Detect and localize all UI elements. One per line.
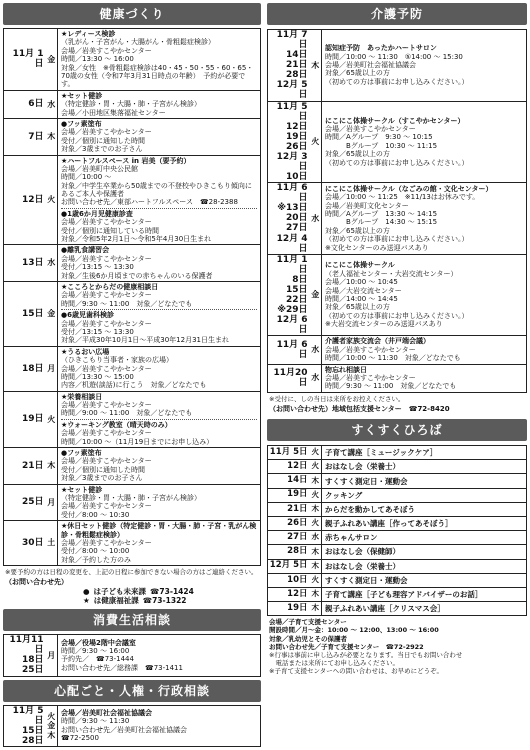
sukusuku-weekday: 火	[310, 488, 322, 502]
kenkou-details	[58, 281, 261, 346]
sukusuku-event: 親子ふれあい講座［クリスマス会］	[322, 602, 527, 616]
kaigo-date: 11月 7日 14日 21日 28日 12月 5日	[268, 30, 310, 102]
kenkou-date: 11月 1日	[4, 29, 46, 91]
kenkou-detail-line: 時間／13:30 ～ 15:00	[61, 372, 134, 381]
kenkou-weekday: 木	[46, 118, 58, 155]
kenkou-detail-line: 対象／3歳までのお子さん	[61, 474, 143, 483]
shinpai-weekday: 火 金 木	[46, 705, 58, 746]
kenkou-detail-line: 会場／岩美すこやかセンター	[61, 457, 152, 466]
kenkou-detail-line: 会場／岩美すこやかセンター	[61, 401, 152, 410]
sukusuku-date: 19日	[268, 488, 310, 502]
kaigo-details	[322, 101, 527, 183]
kenkou-weekday: 水	[46, 90, 58, 118]
kenkou-detail-line: 受付／個別に通知した時間	[61, 465, 145, 474]
kaigo-details	[322, 30, 527, 102]
kaigo-detail-line: （初めての方は事前にお申し込みください。）	[325, 311, 469, 320]
kenkou-detail-line: （ひきこもり当事者・家族の広場）	[61, 356, 173, 365]
kaigo-detail-line: 会場／岩美すこやかセンター	[325, 373, 416, 382]
shohi-event-title: 会場／役場2階中会議室	[61, 638, 136, 647]
sukusuku-info-line: 電話または来所にてお申し込みください。	[269, 658, 399, 667]
sukusuku-weekday: 火	[310, 446, 322, 460]
kaigo-detail-line: 対象／65歳以上の方	[325, 69, 390, 78]
shinpai-detail-line: お問い合わせ先／岩美町社会福祉協議会	[61, 725, 187, 734]
kaigo-detail-line: 会場／10:00 ～ 10:45	[325, 278, 398, 287]
sukusuku-row	[268, 545, 527, 559]
kenkou-weekday: 木	[46, 448, 58, 485]
kenkou-event-title: ★栄養相談日	[61, 392, 103, 401]
kenkou-date: 12日	[4, 155, 46, 245]
shohi-date: 11月11日 18日 25日	[4, 635, 46, 676]
kenkou-date: 19日	[4, 391, 46, 447]
contact-name: は健康福祉課	[93, 596, 139, 606]
kenkou-details	[58, 391, 261, 447]
kenkou-detail-line: 会場／岩美町中央公民館	[61, 164, 138, 173]
kaigo-event-title: にこにこ体操サークル（すこやかセンター）	[325, 116, 465, 125]
kaigo-weekday: 水	[310, 336, 322, 364]
kaigo-detail-line: 対象／65歳以上の方	[325, 303, 390, 312]
shohi-detail-line: 時間／9:30 ～ 16:00	[61, 647, 130, 656]
kenkou-date: 30日	[4, 521, 46, 566]
sukusuku-info-line: 開設時間／月～金：10:00 ～ 12:00、13:00 ～ 16:00	[269, 626, 439, 635]
sukusuku-date: 14日	[268, 474, 310, 488]
sukusuku-date: 26日	[268, 517, 310, 531]
kaigo-weekday: 金	[310, 254, 322, 336]
sukusuku-event: おはなし会（栄養士）	[322, 559, 527, 573]
kaigo-event-title: にこにこ体操サークル（なごみの館・文化センター）	[325, 184, 493, 193]
shohi-details	[58, 635, 261, 676]
kaigo-table	[267, 29, 527, 393]
kenkou-row	[4, 90, 261, 118]
kenkou-detail-line: 受付／個別に通知している時間	[61, 226, 159, 235]
shohi-detail-line: 予約先／ ☎73-1444	[61, 655, 134, 664]
kenkou-row	[4, 155, 261, 245]
contact-tel: ☎73-1424	[150, 587, 194, 597]
section-header-kenkou: 健康づくり	[3, 3, 261, 25]
kenkou-details	[58, 484, 261, 521]
kenkou-details	[58, 521, 261, 566]
kaigo-detail-line: ※大岩交流センターのみ送迎バスあり	[325, 320, 443, 329]
sukusuku-row	[268, 517, 527, 531]
kenkou-detail-line: （特定健診・胃・大腸・肺・子宮がん検診）	[61, 100, 201, 109]
kenkou-table	[3, 28, 261, 566]
shinpai-table	[3, 705, 261, 747]
sukusuku-table	[267, 445, 527, 616]
shinpai-detail-line: ☎72-2500	[61, 734, 99, 743]
kaigo-detail-line: 会場／岩美町社会福祉協議会	[325, 61, 416, 70]
kenkou-row	[4, 521, 261, 566]
kenkou-note: ※要予約の方は日程の変更を、上記の日程に参加できない場合の方はご連絡ください。	[5, 568, 258, 577]
sukusuku-row	[268, 602, 527, 616]
sukusuku-row	[268, 474, 527, 488]
kaigo-details	[322, 254, 527, 336]
kaigo-detail-line: 会場／岩美町文化センター	[325, 201, 409, 210]
contact-mark: ★	[83, 596, 90, 606]
sukusuku-event: すくすく測定日・運動会	[322, 573, 527, 587]
kenkou-date: 15日	[4, 281, 46, 346]
sukusuku-info-line: ※子育て支援センターへの問い合わせは、お早めにどうぞ。	[269, 667, 444, 676]
contact-mark: ●	[83, 587, 90, 597]
kenkou-detail-line: 会場／岩美すこやかセンター	[61, 291, 152, 300]
kaigo-detail-line: （初めての方は事前にお申し込みください。）	[325, 158, 469, 167]
kenkou-weekday: 月	[46, 484, 58, 521]
kaigo-details	[322, 336, 527, 364]
kenkou-detail-line: 時間／9:00 ～ 11:00 対象／どなたでも	[61, 409, 193, 418]
kaigo-detail-line: （老人福祉センター・大岩交流センター）	[325, 269, 458, 278]
kenkou-detail-line: 時間／10:00 ～（11月19日までにお申し込み）	[61, 437, 214, 446]
kenkou-row	[4, 245, 261, 282]
sukusuku-info	[267, 616, 527, 677]
sukusuku-row	[268, 559, 527, 573]
kaigo-detail-line: 時間／Aグループ 9:30 ～ 10:15	[325, 133, 433, 142]
kenkou-detail-line: 時間／9:30 ～ 11:00 対象／どなたでも	[61, 299, 193, 308]
kenkou-row	[4, 118, 261, 155]
kenkou-detail-line: 対象／平成30年10月1日～平成30年12月31日生まれ	[61, 336, 229, 345]
sukusuku-date: 19日	[268, 602, 310, 616]
kaigo-date: 11月20日	[268, 364, 310, 392]
sukusuku-row	[268, 446, 527, 460]
sukusuku-weekday: 火	[310, 460, 322, 474]
kenkou-date: 25日	[4, 484, 46, 521]
kenkou-detail-line: お問い合わせ先／東部ハートフルスペース ☎28-2388	[61, 198, 238, 207]
shinpai-row	[4, 705, 261, 746]
sukusuku-event: クッキング	[322, 488, 527, 502]
sukusuku-row	[268, 587, 527, 601]
kaigo-detail-line: 時間／Aグループ 13:30 ～ 14:15	[325, 210, 438, 219]
kaigo-detail-line: 会場／岩美すこやかセンター	[325, 125, 416, 134]
kenkou-details	[58, 118, 261, 155]
sukusuku-weekday: 木	[310, 502, 322, 516]
kenkou-detail-line: 会場／岩美すこやかセンター	[61, 218, 152, 227]
section-header-kaigo: 介護予防	[267, 3, 527, 25]
shinpai-details	[58, 705, 261, 746]
kaigo-detail-line: 時間／14:00 ～ 14:45	[325, 295, 398, 304]
kenkou-event-title: ●1歳6か月児健康診査	[61, 208, 257, 218]
kenkou-row	[4, 29, 261, 91]
kaigo-date: 11月 6日 ※13日 20日 27日 12月 4日	[268, 183, 310, 255]
kaigo-detail-line: 対象／65歳以上の方	[325, 150, 390, 159]
kenkou-event-title: ★うるおい広場	[61, 347, 110, 356]
kaigo-date: 11月 1日 8日 15日 22日 ※29日 12月 6日	[268, 254, 310, 336]
kenkou-weekday: 月	[46, 346, 58, 391]
shinpai-detail-line: 時間／9:30 ～ 11:30	[61, 717, 130, 726]
contact-name: は子ども未来課	[93, 587, 147, 597]
kenkou-contact-label: （お問い合わせ先）	[5, 578, 68, 587]
kaigo-event-title: にこにこ体操サークル	[325, 261, 395, 270]
kenkou-event-title: ●離乳食講習会	[61, 246, 110, 255]
kenkou-detail-line: 受付／13:15 ～ 13:30	[61, 327, 134, 336]
kenkou-weekday: 金	[46, 29, 58, 91]
kaigo-row	[268, 254, 527, 336]
kenkou-date: 6日	[4, 90, 46, 118]
kaigo-date: 11月 6日	[268, 336, 310, 364]
kaigo-contact: （お問い合わせ先）地域包括支援センター ☎72-8420	[269, 404, 450, 413]
kenkou-row	[4, 391, 261, 447]
kenkou-row	[4, 448, 261, 485]
sukusuku-row	[268, 531, 527, 545]
kaigo-detail-line: 時間／10:00 ～ 11:30 対象／どなたでも	[325, 354, 461, 363]
kaigo-detail-line: 時間／9:30 ～ 11:00 対象／どなたでも	[325, 382, 457, 391]
section-header-sukusuku: すくすくひろば	[267, 419, 527, 441]
sukusuku-event: すくすく測定日・運動会	[322, 474, 527, 488]
kenkou-details	[58, 90, 261, 118]
kenkou-detail-line: 会場／岩美すこやかセンター	[61, 128, 152, 137]
sukusuku-info-line: ※行事は事前に申し込みが必要となります。当日でもお問い合わせ	[269, 650, 463, 659]
shohi-row	[4, 635, 261, 676]
kenkou-date: 21日	[4, 448, 46, 485]
kenkou-detail-line: 対象／中学生卒業から50歳までの不登校やひきこもり傾向にあるご本人や保護者	[61, 181, 252, 199]
section-header-shinpai: 心配ごと・人権・行政相談	[3, 680, 261, 702]
kaigo-note: ※受付に、しの当日は来所をお控えください。	[269, 394, 405, 403]
kaigo-detail-line: 会場／10:00 ～ 11:25 ※11/13はお休みです。	[325, 193, 480, 202]
kaigo-event-title: 介護者家族交流会（井戸端会議）	[325, 337, 430, 346]
kenkou-event-title: ●フッ素塗布	[61, 449, 102, 458]
sukusuku-date: 12日	[268, 460, 310, 474]
kenkou-event-title: ●6歳児歯科検診	[61, 309, 257, 319]
kenkou-details	[58, 448, 261, 485]
kenkou-detail-line: 対象／予約した方のみ	[61, 555, 131, 564]
left-column	[3, 3, 261, 747]
kenkou-row	[4, 484, 261, 521]
sukusuku-date: 21日	[268, 502, 310, 516]
section-header-shohi: 消費生活相談	[3, 609, 261, 631]
sukusuku-info-line: 会場／子育て支援センター	[269, 618, 347, 627]
kenkou-detail-line: 対象／女性 ※骨粗鬆症検診は40・45・50・55・60・65・70歳の女性（令和7年3月31日時点の年齢） 予約が必要です。	[61, 63, 254, 89]
sukusuku-row	[268, 488, 527, 502]
kenkou-detail-line: 会場／岩美すこやかセンター	[61, 364, 152, 373]
kaigo-detail-line: 対象／65歳以上の方	[325, 226, 390, 235]
kenkou-detail-line: 会場／岩美すこやかセンター	[61, 319, 152, 328]
kaigo-row	[268, 336, 527, 364]
kenkou-detail-line: （特定健診・胃・大腸・肺・子宮がん検診）	[61, 493, 201, 502]
kaigo-event-title: 認知症予防 あったかハートサロン	[325, 44, 437, 53]
kenkou-event-title: ●フッ素塗布	[61, 119, 102, 128]
sukusuku-info-line: 対象／乳幼児とその保護者	[269, 634, 347, 643]
kenkou-detail-line: 対象／生後6か月頃までの赤ちゃんのいる保護者	[61, 271, 213, 280]
sukusuku-event: 赤ちゃんサロン	[322, 531, 527, 545]
shinpai-date: 11月 5日 15日 28日	[4, 705, 46, 746]
shohi-detail-line: お問い合わせ先／総務課 ☎73-1411	[61, 663, 183, 672]
kenkou-detail-line: 対象／3歳までのお子さん	[61, 145, 143, 154]
kenkou-event-title: ★ハートフルスペース in 岩美（要予約）	[61, 156, 191, 165]
kenkou-event-title: ★ウォーキング教室（晴天時のみ）	[61, 419, 257, 429]
kaigo-detail-line: Bグループ 10:30 ～ 11:15	[325, 141, 438, 150]
right-column	[267, 3, 527, 747]
kenkou-contact-row	[3, 597, 261, 606]
kaigo-detail-line: 会場／岩美すこやかセンター	[325, 345, 416, 354]
contact-tel: ☎73-1322	[142, 596, 187, 606]
kenkou-date: 7日	[4, 118, 46, 155]
kenkou-event-title: ★セット健診	[61, 485, 103, 494]
sukusuku-date: 11月 5日	[268, 446, 310, 460]
kenkou-detail-line: 会場／岩美すこやかセンター	[61, 429, 152, 438]
kenkou-detail-line: 対象／令和5年2月1日～令和5年4月30日生まれ	[61, 235, 212, 244]
kaigo-detail-line: （初めての方は事前にお申し込みください。）	[325, 235, 469, 244]
kenkou-weekday: 水	[46, 245, 58, 282]
sukusuku-weekday: 水	[310, 531, 322, 545]
kenkou-detail-line: 会場／小田地区集落福祉センター	[61, 108, 166, 117]
sukusuku-event: おはなし会（保健師）	[322, 545, 527, 559]
sukusuku-weekday: 火	[310, 517, 322, 531]
kaigo-weekday: 火	[310, 101, 322, 183]
kenkou-date: 18日	[4, 346, 46, 391]
kaigo-weekday: 水	[310, 183, 322, 255]
kenkou-date: 13日	[4, 245, 46, 282]
kaigo-row	[268, 30, 527, 102]
sukusuku-event: 親子ふれあい講座［作ってあそぼう］	[322, 517, 527, 531]
kenkou-weekday: 火	[46, 391, 58, 447]
kenkou-event-title: ★セット健診	[61, 91, 103, 100]
sukusuku-event: 子育て講座［子ども理容アドバイザーのお話］	[322, 587, 527, 601]
kenkou-detail-line: 受付／13:15 ～ 13:30	[61, 263, 134, 272]
kenkou-detail-line: （乳がん・子宮がん・大腸がん・骨粗鬆症検診）	[61, 38, 215, 47]
kaigo-details	[322, 183, 527, 255]
kenkou-weekday: 火	[46, 155, 58, 245]
kaigo-row	[268, 101, 527, 183]
sukusuku-weekday: 木	[310, 587, 322, 601]
sukusuku-date: 10日	[268, 573, 310, 587]
sukusuku-event: からだを動かしてあそぼう	[322, 502, 527, 516]
kaigo-event-title: 物忘れ相談日	[325, 365, 367, 374]
kenkou-detail-line: 会場／岩美すこやかセンター	[61, 538, 152, 547]
sukusuku-weekday: 火	[310, 573, 322, 587]
kenkou-detail-line: 会場／岩美すこやかセンター	[61, 46, 152, 55]
shinpai-event-title: 会場／岩美町社会福祉協議会	[61, 709, 152, 718]
sukusuku-date: 12日	[268, 587, 310, 601]
kenkou-detail-line: 受付／8:00 ～ 10:30	[61, 510, 130, 519]
kaigo-detail-line: Bグループ 14:30 ～ 15:15	[325, 218, 438, 227]
kaigo-weekday: 木	[310, 30, 322, 102]
sukusuku-event: おはなし会（栄養士）	[322, 460, 527, 474]
kenkou-details	[58, 346, 261, 391]
kenkou-weekday: 金	[46, 281, 58, 346]
kaigo-row	[268, 183, 527, 255]
kaigo-detail-line: （初めての方は事前にお申し込みください。）	[325, 77, 469, 86]
kenkou-event-title: ★こころとからだの健康相談日	[61, 282, 159, 291]
sukusuku-weekday: 木	[310, 559, 322, 573]
kenkou-detail-line: 内容／机遊(談話)に行こう 対象／どなたでも	[61, 381, 207, 390]
sukusuku-event: 子育て講座［ミュージックケア］	[322, 446, 527, 460]
kenkou-details	[58, 155, 261, 245]
kaigo-detail-line: 時間／10:00 ～ 11:30 ⑤14:00 ～ 15:30	[325, 52, 463, 61]
sukusuku-date: 28日	[268, 545, 310, 559]
sukusuku-row	[268, 502, 527, 516]
kenkou-detail-line: 会場／岩美すこやかセンター	[61, 502, 152, 511]
kenkou-row	[4, 281, 261, 346]
kenkou-detail-line: 会場／岩美すこやかセンター	[61, 254, 152, 263]
sukusuku-row	[268, 460, 527, 474]
sukusuku-weekday: 木	[310, 602, 322, 616]
kaigo-detail-line: 会場／大岩交流センター	[325, 286, 402, 295]
kenkou-event-title: ★レディース検診	[61, 30, 116, 39]
kaigo-row	[268, 364, 527, 392]
kaigo-date: 11月 5日 12日 19日 26日 12月 3日 10日	[268, 101, 310, 183]
kaigo-detail-line: ※文化センターのみ送迎バスあり	[325, 243, 429, 252]
kenkou-detail-line: 時間／10:00 ～	[61, 173, 112, 182]
shohi-table	[3, 634, 261, 676]
kenkou-weekday: 土	[46, 521, 58, 566]
shohi-weekday: 月	[46, 635, 58, 676]
kenkou-detail-line: 受付／個別に通知した時間	[61, 136, 145, 145]
sukusuku-info-line: お問い合わせ先／子育て支援センター ☎72-2922	[269, 642, 424, 651]
sukusuku-row	[268, 573, 527, 587]
kaigo-weekday: 水	[310, 364, 322, 392]
kenkou-details	[58, 29, 261, 91]
kenkou-details	[58, 245, 261, 282]
kenkou-row	[4, 346, 261, 391]
kenkou-event-title: ★休日セット健診（特定健診・胃・大腸・肺・子宮・乳がん検診・骨粗鬆症検診）	[61, 522, 257, 539]
sukusuku-date: 12月 5日	[268, 559, 310, 573]
kaigo-details	[322, 364, 527, 392]
sukusuku-weekday: 木	[310, 545, 322, 559]
sukusuku-date: 27日	[268, 531, 310, 545]
kenkou-detail-line: 受付／8:00 ～ 10:00	[61, 547, 130, 556]
kenkou-detail-line: 時間／13:30 ～ 16:00	[61, 55, 134, 64]
sukusuku-weekday: 木	[310, 474, 322, 488]
